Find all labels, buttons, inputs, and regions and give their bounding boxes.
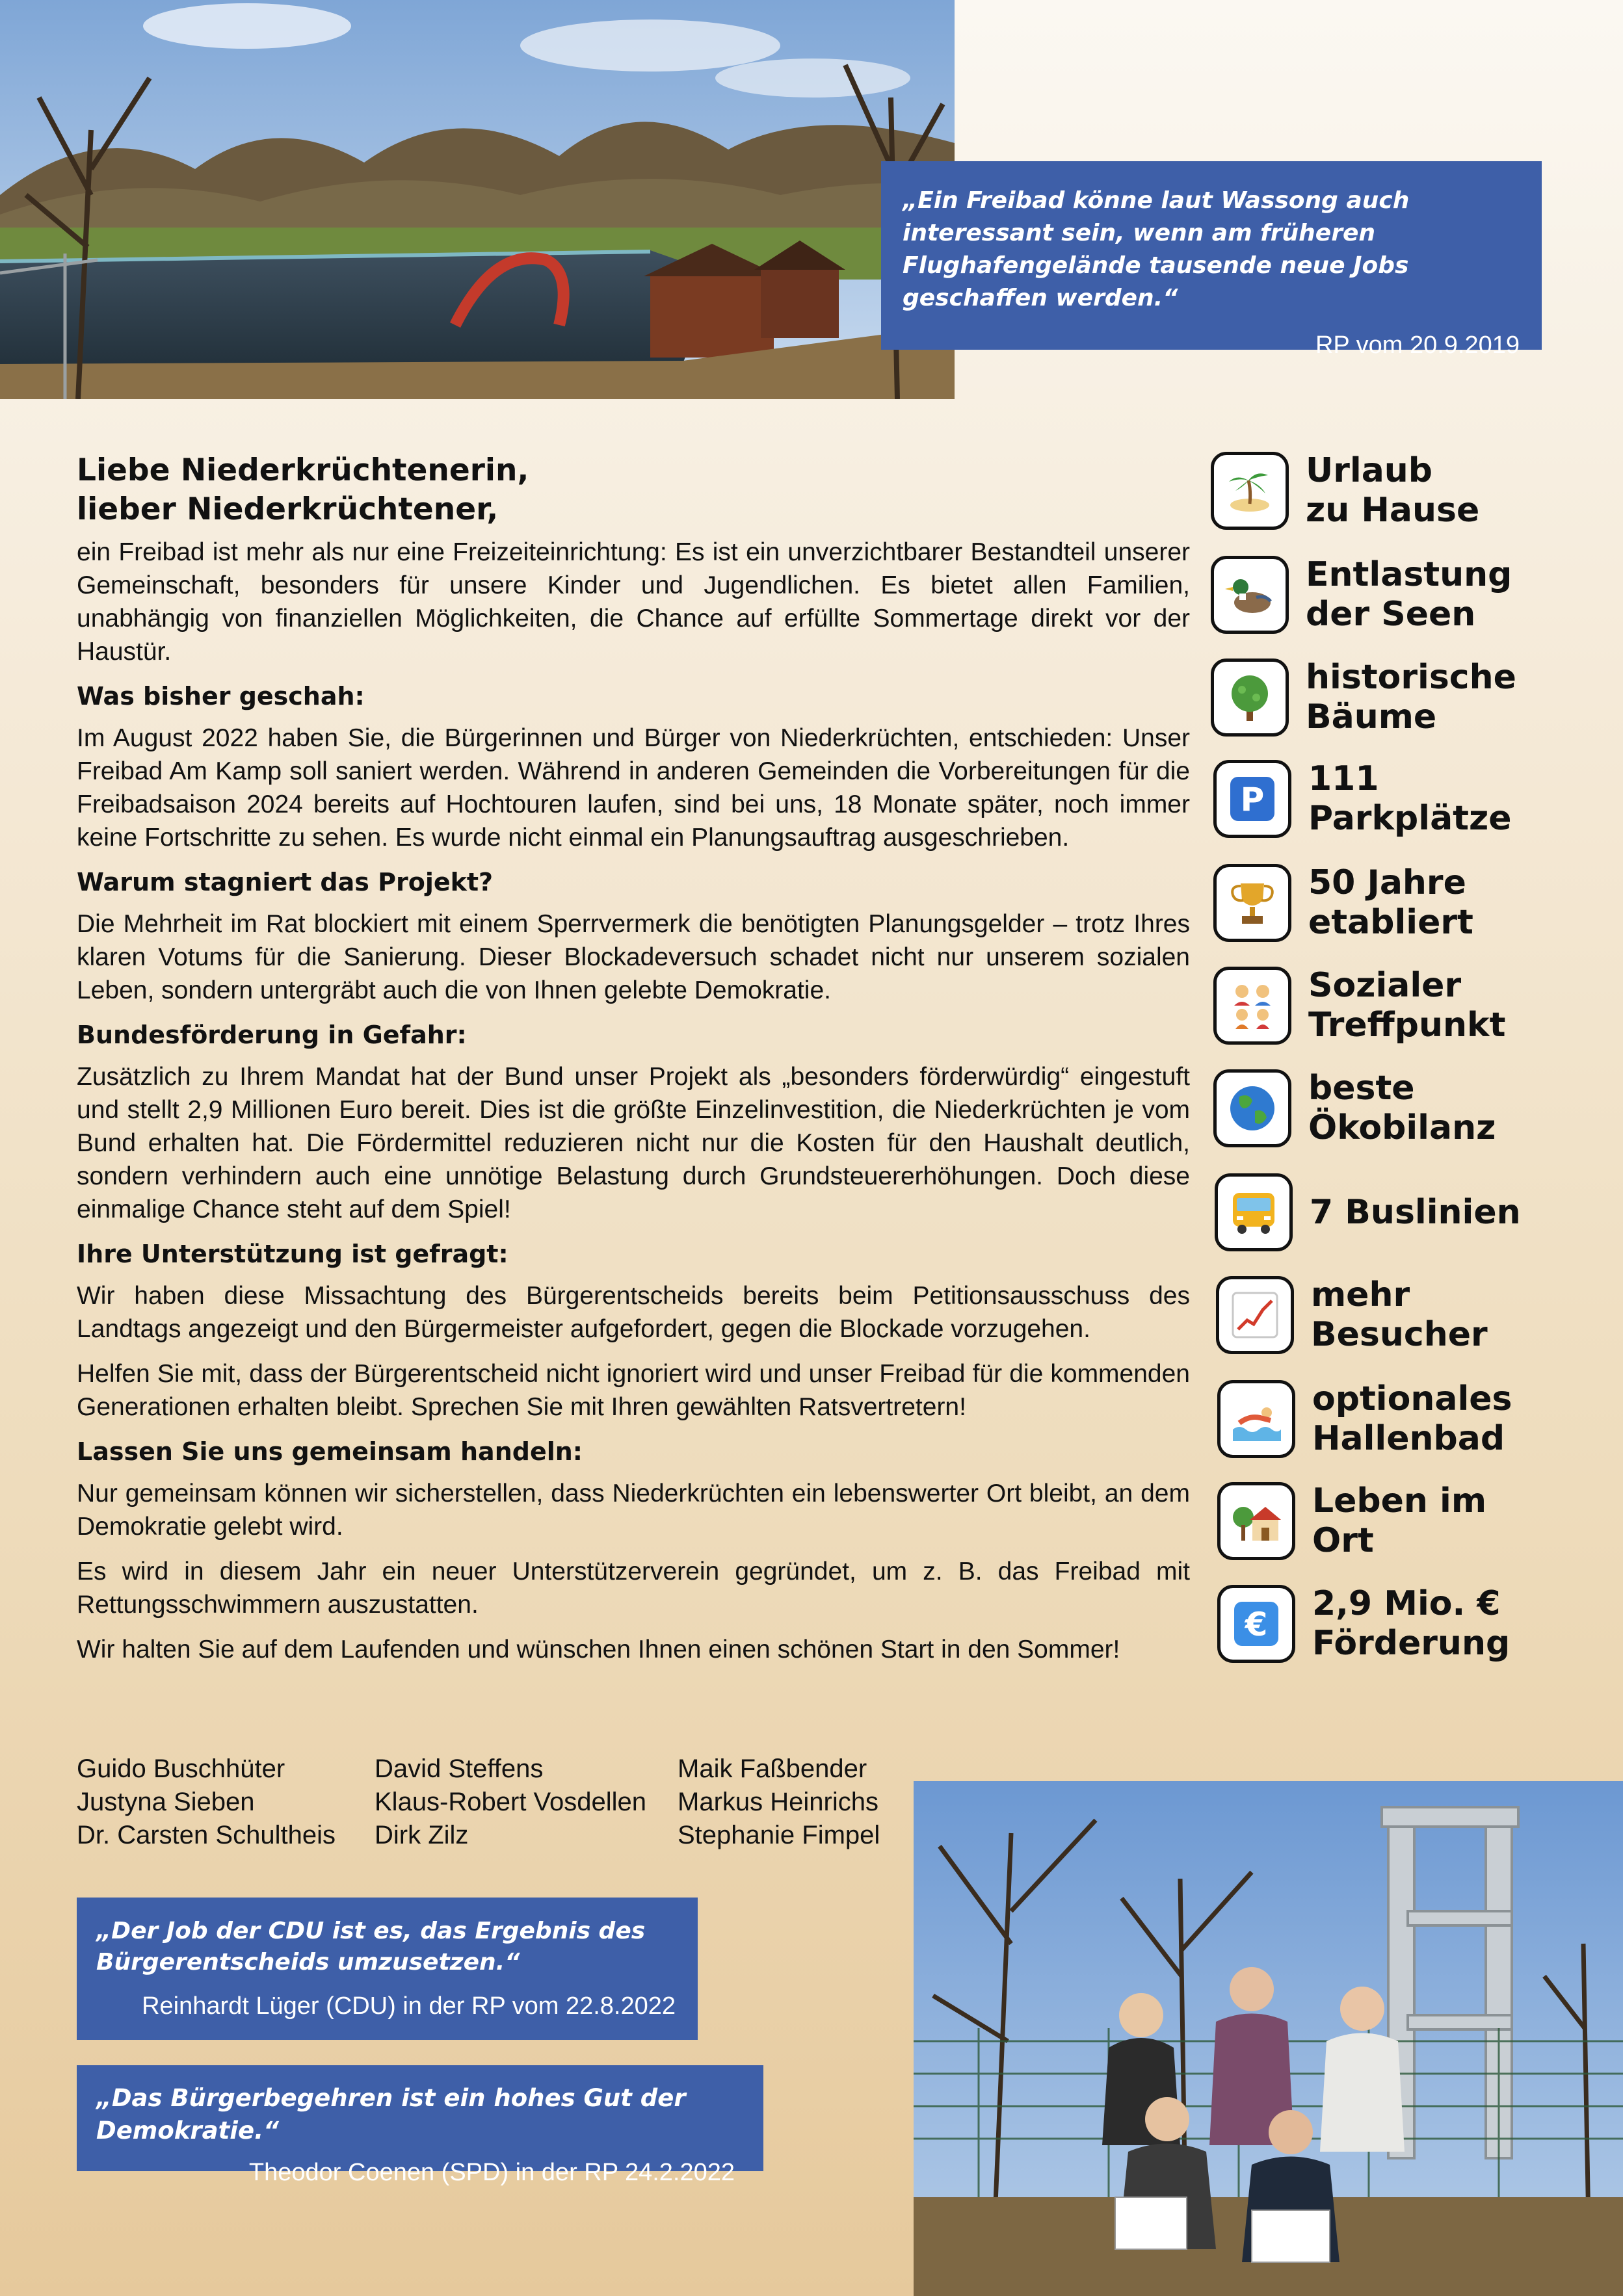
signature-column — [375, 1753, 678, 1852]
section-paragraph: Im August 2022 haben Sie, die Bürgerinnen und Bürger von Niederkrüchten, entschieden: Unser Freibad Am Kamp soll saniert werden. Während in anderen Gemeinden die Vorbereitungen für die Freibadsaison 2024 bereits auf Hochtouren laufen, sind bei uns, 18 Monate später, noch immer keine Fortschritte zu sehen. Es wurde nicht einmal ein Planungsauftrag ausgeschrieben. — [77, 724, 1190, 852]
section-heading: Lassen Sie uns gemeinsam handeln: — [77, 1437, 583, 1466]
freibad-pool-photo — [0, 0, 955, 399]
duck-icon — [1211, 556, 1289, 634]
swimmer-icon — [1217, 1380, 1295, 1458]
section-paragraph: Helfen Sie mit, dass der Bürgerentscheid nicht ignoriert wird und unser Freibad für die kommenden Generationen erhalten bleibt. Sprechen Sie mit Ihren gewählten Ratsvertretern! — [77, 1360, 1190, 1421]
bus-icon — [1215, 1173, 1293, 1251]
signature-name: Stephanie Fimpel — [678, 1821, 880, 1849]
section-paragraph: Zusätzlich zu Ihrem Mandat hat der Bund unser Projekt als „besonders förderwürdig“ eingestuft und stellt 2,9 Millionen Euro bereit. Dies ist die größte Einzelinvestition, die Niederkrüchten je vom Bund erhalten hat. Die Fördermittel reduzieren nicht nur die Kosten für den Haushalt deutlich, sondern verhindern auch eine unnötige Belastung durch Grundsteuererhöhungen. Doch diese einmalige Chance steht auf dem Spiel! — [77, 1063, 1190, 1223]
cdu-quote-text: „Der Job der CDU ist es, das Ergebnis des Bürgerentscheids umzusetzen.“ — [96, 1918, 646, 1976]
signature-column — [77, 1753, 375, 1852]
letter-sections — [77, 680, 1190, 1666]
signature-name: David Steffens — [375, 1755, 544, 1783]
section-paragraph: Wir halten Sie auf dem Laufenden und wünschen Ihnen einen schönen Start in den Sommer! — [77, 1636, 1120, 1663]
spd-quote-text: „Das Bürgerbegehren ist ein hohes Gut der Demokratie.“ — [96, 2084, 686, 2145]
group-photo — [914, 1781, 1623, 2296]
spd-quote-box — [77, 2065, 763, 2186]
letter-greeting: Liebe Niederkrüchtenerin, lieber Niederkrüchtener, — [77, 452, 529, 527]
section-paragraph: Nur gemeinsam können wir sicherstellen, dass Niederkrüchten ein lebenswerter Ort bleibt, an dem Demokratie gelebt wird. — [77, 1480, 1190, 1541]
top-quote-text: „Ein Freibad könne laut Wassong auch interessant sein, wenn am früheren Flughafengelände tausende neue Jobs geschaffen werden.“ — [903, 187, 1410, 311]
feature-label: mehr Besucher — [1311, 1275, 1488, 1354]
signature-name: Guido Buschhüter — [77, 1755, 285, 1783]
house-icon — [1217, 1482, 1295, 1560]
feature-item — [1213, 1069, 1496, 1148]
feature-label: optionales Hallenbad — [1312, 1379, 1512, 1458]
signature-name: Dirk Zilz — [375, 1821, 469, 1849]
chart-up-icon — [1216, 1276, 1294, 1354]
feature-item — [1211, 658, 1516, 737]
section-paragraph: Es wird in diesem Jahr ein neuer Unterstützerverein gegründet, um z. B. das Freibad mit Rettungsschwimmern auszustatten. — [77, 1558, 1190, 1619]
feature-label: Urlaub zu Hause — [1306, 451, 1480, 530]
feature-label: Sozialer Treffpunkt — [1308, 966, 1506, 1045]
cdu-quote-box — [77, 1898, 698, 2040]
feature-label: historische Bäume — [1306, 658, 1516, 737]
letter-body — [77, 451, 1190, 1678]
feature-label: 7 Buslinien — [1310, 1192, 1521, 1232]
signatures — [77, 1753, 951, 1852]
signature-name: Justyna Sieben — [77, 1788, 255, 1816]
svg-text:P: P — [1240, 781, 1265, 818]
feature-item — [1213, 759, 1512, 839]
svg-text:€: € — [1245, 1606, 1268, 1643]
tree-icon — [1211, 659, 1289, 737]
cdu-quote-source: Reinhardt Lüger (CDU) in der RP vom 22.8.2022 — [142, 1992, 676, 2020]
section-heading: Was bisher geschah: — [77, 682, 365, 711]
feature-item — [1213, 966, 1506, 1045]
feature-label: 111 Parkplätze — [1308, 759, 1512, 838]
palm-island-icon — [1211, 452, 1289, 530]
feature-label: beste Ökobilanz — [1308, 1069, 1496, 1147]
feature-label: 2,9 Mio. € Förderung — [1312, 1584, 1511, 1663]
section-paragraph: Wir haben diese Missachtung des Bürgerentscheids bereits beim Petitionsausschuss des Landtags angezeigt und den Bürgermeister aufgefordert, gegen die Blockade vorzugehen. — [77, 1282, 1190, 1343]
feature-item — [1216, 1275, 1488, 1355]
signature-name: Klaus-Robert Vosdellen — [375, 1788, 647, 1816]
signature-name: Dr. Carsten Schultheis — [77, 1821, 336, 1849]
feature-label: Entlastung der Seen — [1306, 555, 1512, 634]
top-quote-source: RP vom 20.9.2019 — [1315, 332, 1520, 359]
signature-name: Maik Faßbender — [678, 1755, 867, 1783]
trophy-icon — [1213, 864, 1291, 942]
feature-item — [1213, 863, 1473, 943]
feature-item — [1217, 1379, 1512, 1459]
letter-intro: ein Freibad ist mehr als nur eine Freizeiteinrichtung: Es ist ein unverzichtbarer Bestandteil unserer Gemeinschaft, besonders für unsere Kinder und Jugendlichen. Es bietet allen Familien, unabhängig von finanziellen Möglichkeiten, die Chance auf erfüllte Sommertage direkt vor der Haustür. — [77, 538, 1190, 666]
feature-item — [1211, 451, 1479, 530]
feature-item — [1211, 555, 1512, 634]
signature-column — [678, 1753, 951, 1852]
feature-item — [1217, 1481, 1486, 1561]
feature-item — [1217, 1584, 1510, 1663]
feature-label: Leben im Ort — [1312, 1481, 1487, 1560]
parking-icon — [1213, 760, 1291, 838]
family-icon — [1213, 967, 1291, 1045]
section-heading: Warum stagniert das Projekt? — [77, 868, 494, 896]
spd-quote-source: Theodor Coenen (SPD) in der RP 24.2.2022 — [248, 2159, 735, 2186]
section-heading: Bundesförderung in Gefahr: — [77, 1021, 467, 1049]
signature-name: Markus Heinrichs — [678, 1788, 878, 1816]
feature-label: 50 Jahre etabliert — [1308, 863, 1473, 942]
feature-item — [1215, 1173, 1521, 1252]
section-heading: Ihre Unterstützung ist gefragt: — [77, 1240, 508, 1268]
globe-icon — [1213, 1069, 1291, 1147]
top-quote-box — [881, 161, 1542, 359]
section-paragraph: Die Mehrheit im Rat blockiert mit einem Sperrvermerk die benötigten Planungsgelder – trotz Ihres klaren Votums für die Sanierung. Dieser Blockadeversuch schadet nicht nur unserem sozialen Leben, sondern untergräbt auch die von Ihnen gelebte Demokratie. — [77, 910, 1190, 1004]
euro-icon — [1217, 1585, 1295, 1663]
